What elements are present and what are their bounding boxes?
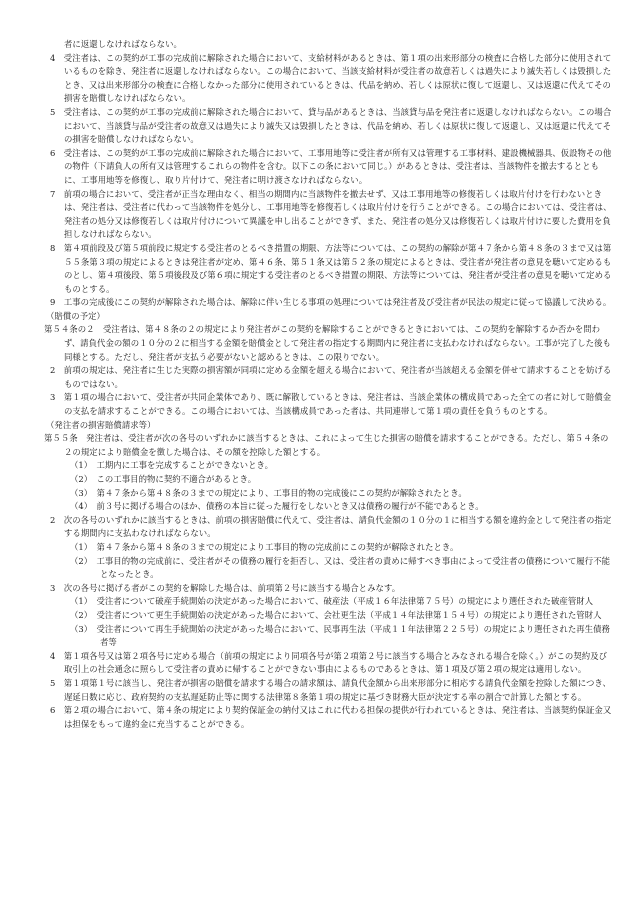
paragraph-9: 9 工事の完成後にこの契約が解除された場合は、解除に伴い生じる事項の処理については発注者及び受注者が民法の規定に従って協議して決める。 [50, 297, 612, 308]
paragraph-4: 4 第１項各号又は第２項各号に定める場合（前項の規定により同項各号が第２項第２号に該当する場合とみなされる場合を除く。）がこの契約及び取引上の社会通念に照らして受注者の責めに帰することができない事由によるものであるときは、第１項及び第２項の規定は適用しない。 [50, 650, 608, 675]
paragraph-3: 3 次の各号に掲げる者がこの契約を解除した場合は、前項第２号に該当する場合とみなす。 [50, 582, 401, 593]
paragraph-5: 5 第１項第１号に該当し、発注者が損害の賠償を請求する場合の請求額は、請負代金額から出来形部分に相応する請負代金額を控除した額につき、遅延日数に応じ、政府契約の支払遅延防止等に関する法律第８条第１項の規定に基づき財務大臣が決定する率の割合で計算した額とする。 [50, 677, 611, 702]
paragraph-7: 7 前項の場合において、受注者が正当な理由なく、相当の期間内に当該物件を撤去せず、又は工事用地等の修復若しくは取片付けを行わないときは、発注者は、受注者に代わって当該物件を処分し、工事用地等を修復若しくは取片付けを行うことができる。この場合においては、受注者は、発注者の処分又は修復若しくは取片付けについて異議を申し出ることができず、また、発注者の処分又は修復若しくは取片付けに要した費用を負担しなければならない。 [50, 188, 612, 240]
paragraph-8: 8 第４項前段及び第５項前段に規定する受注者のとるべき措置の期限、方法等については、この契約の解除が第４７条から第４８条の３まで又は第５５条第３項の規定によるときは発注者が定め、第４６条、第５１条又は第５２条の規定によるときは、受注者が発注者の意見を聴いて定めるものとし、第４項後段、第５項後段及び第６項に規定する受注者のとるべき措置の期限、方法等については、発注者が受注者の意見を聴いて定めるものとする。 [50, 242, 612, 294]
paragraph-5: 5 受注者は、この契約が工事の完成前に解除された場合において、貸与品があるときは、当該貸与品を発注者に返還しなければならない。この場合において、当該貸与品が受注者の故意又は過失により滅失又は毀損したときは、代品を納め、若しくは原状に復して返還し、又は返還に代えてその損害を賠償しなければならない。 [50, 106, 612, 145]
paragraph-2: 2 前項の規定は、発注者に生じた実際の損害額が同項に定める金額を超える場合において、発注者が当該超える金額を併せて請求することを妨げるものではない。 [50, 365, 612, 389]
document-body [44, 38, 612, 731]
list-item: （4） 前３号に掲げる場合のほか、債務の本旨に従った履行をしないとき又は債務の履行が不能であるとき。 [70, 501, 484, 512]
list-item: （2） 工事目的物の完成前に、受注者がその債務の履行を拒否し、又は、受注者の責めに帰すべき事由によって受注者の債務について履行不能となったとき。 [70, 555, 611, 580]
paragraph-2: 2 次の各号のいずれかに該当するときは、前項の損害賠償に代えて、受注者は、請負代金額の１０分の１に相当する額を違約金として発注者の指定する期間内に支払わなければならない。 [50, 514, 612, 539]
article-54-2: 第５４条の２ 受注者は、第４８条の２の規定により発注者がこの契約を解除することができるときにおいては、この契約を解除するか否かを問わず、請負代金の額の１０分の２に相当する金額を賠償金として発注者の指定する期間内に発注者に支払わなければならない。工事が完了した後も同様とする。ただし、発注者が支払う必要がないと認めるときは、この限りでない。 [44, 324, 611, 362]
paragraph-6: 6 第２項の場合において、第４条の規定により契約保証金の納付又はこれに代わる担保の提供が行われているときは、発注者は、当該契約保証金又は担保をもって違約金に充当することができる。 [50, 705, 612, 729]
section-heading: （賠償の予定） [46, 310, 105, 321]
article-55: 第５５条 発注者は、受注者が次の各号のいずれかに該当するときは、これによって生じた損害の賠償を請求することができる。ただし、第５４条の２の規定により賠償金を徴した場合は、その額を控除した額とする。 [44, 433, 609, 457]
list-item: （3） 第４７条から第４８条の３までの規定により、工事目的物の完成後にこの契約が解除されたとき。 [70, 487, 467, 498]
list-item: （1） 受注者について破産手続開始の決定があった場合において、破産法（平成１６年法律第７５号）の規定により選任された破産管財人 [70, 596, 594, 607]
list-item: （3） 受注者について再生手続開始の決定があった場合において、民事再生法（平成１１年法律第２２５号）の規定により選任された再生債務者等 [70, 623, 610, 648]
section-heading: （発注者の損害賠償請求等） [46, 419, 156, 430]
paragraph-6: 6 受注者は、この契約が工事の完成前に解除された場合において、工事用地等に受注者が所有又は管理する工事材料、建設機械器具、仮設物その他の物件（下請負人の所有又は管理するこれらの物件を含む。以下この条において同じ。）があるときは、受注者は、当該物件を撤去するとともに、工事用地等を修復し、取り片付けて、発注者に明け渡さなければならない。 [50, 147, 612, 185]
list-item: （2） 受注者について更生手続開始の決定があった場合において、会社更生法（平成１４年法律第１５４号）の規定により選任された管財人 [70, 609, 602, 620]
list-item: （1） 第４７条から第４８条の３までの規定により工事目的物の完成前にこの契約が解除されたとき。 [70, 541, 459, 552]
continued-text: 者に返還しなければならない。 [64, 39, 182, 49]
paragraph-4: 4 受注者は、この契約が工事の完成前に解除された場合において、支給材料があるときは、第１項の出来形部分の検査に合格した部分に使用されているものを除き、発注者に返還しなければならない。この場合において、当該支給材料が受注者の故意若しくは過失により滅失若しくは毀損したとき、又は出来形部分の検査に合格しなかった部分に使用されているときは、代品を納め、若しくは原状に復して返還し、又は返還に代えてその損害を賠償しなければならない。 [50, 52, 612, 104]
paragraph-3: 3 第１項の場合において、受注者が共同企業体であり、既に解散しているときは、発注者は、当該企業体の構成員であった全ての者に対して賠償金の支払を請求することができる。この場合においては、当該構成員であった者は、共同連帯して第１項の責任を負うものとする。 [50, 392, 612, 417]
list-item: （1） 工期内に工事を完成することができないとき。 [70, 460, 274, 471]
list-item: （2） この工事目的物に契約不適合があるとき。 [70, 474, 257, 484]
